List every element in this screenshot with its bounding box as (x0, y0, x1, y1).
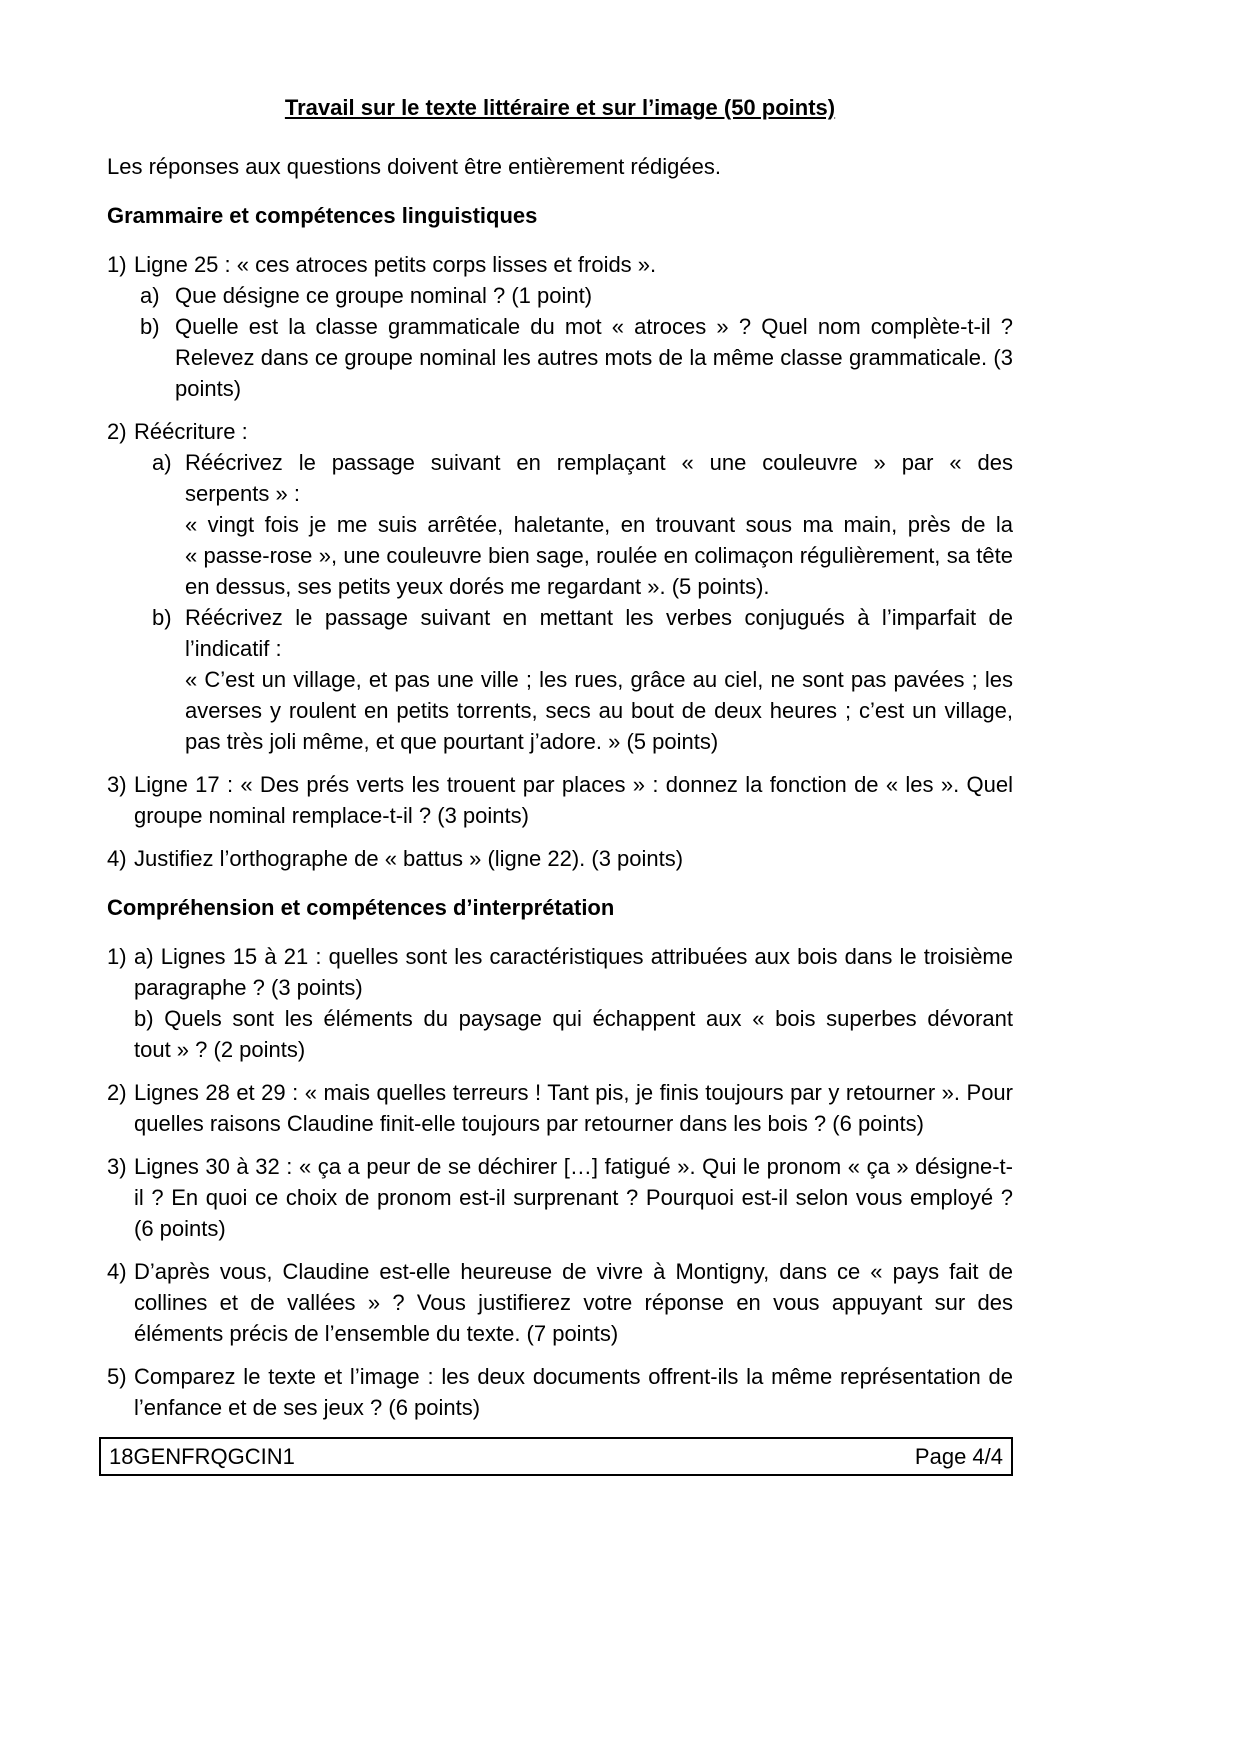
subquestion-row-g2a (152, 447, 1013, 509)
question-marker: 3) (107, 1154, 127, 1179)
question-marker: 4) (107, 846, 127, 871)
question-c5 (107, 1361, 1013, 1423)
question-text: D’après vous, Claudine est-elle heureuse de vivre à Montigny, dans ce « pays fait de collines et de vallées » ? Vous justifierez votre réponse en vous appuyant sur des éléments précis de l’ensemble du texte. (7 points) (134, 1259, 1013, 1346)
subquestion-marker: b) (140, 314, 160, 339)
question-row (107, 1077, 1013, 1139)
question-row (107, 416, 1013, 447)
subquestion-text: Réécrivez le passage suivant en remplaçant « une couleuvre » par « des serpents » : (185, 450, 1013, 506)
quote-text-g2b: « C’est un village, et pas une ville ; les rues, grâce au ciel, ne sont pas pavées ; les averses y roulent en petits torrents, secs au bout de deux heures ; c’est un village, pas très joli même, et que pourtant j’adore. » (5 points) (185, 667, 1013, 754)
question-g1 (107, 249, 1013, 404)
question-g3 (107, 769, 1013, 831)
question-row (107, 1151, 1013, 1244)
question-text: Lignes 30 à 32 : « ça a peur de se déchirer […] fatigué ». Qui le pronom « ça » désigne-t-il ? En quoi ce choix de pronom est-il surprenant ? Pourquoi est-il selon vous employé ? (6 points) (134, 1154, 1013, 1241)
question-marker: 1) (107, 252, 127, 277)
subquestion-marker: b) (152, 605, 172, 630)
question-marker: 2) (107, 419, 127, 444)
subquestion-marker: a) (140, 283, 160, 308)
subquestion-text: Que désigne ce groupe nominal ? (1 point) (175, 283, 593, 308)
subquestion-marker: a) (152, 450, 172, 475)
question-text: Lignes 28 et 29 : « mais quelles terreurs ! Tant pis, je finis toujours par y retourner ». Pour quelles raisons Claudine finit-elle toujours par retourner dans les bois ? (6 points) (134, 1080, 1013, 1136)
subquestion-text: Quelle est la classe grammaticale du mot « atroces » ? Quel nom complète-t-il ? Relevez dans ce groupe nominal les autres mots de la même classe grammaticale. (3 points) (175, 314, 1013, 401)
question-text: b) Quels sont les éléments du paysage qui échappent aux « bois superbes dévorant tout » ? (2 points) (134, 1006, 1013, 1062)
page-number: Page 4/4 (914, 1444, 1003, 1469)
question-c3 (107, 1151, 1013, 1244)
question-text: Réécriture : (134, 419, 248, 444)
document-code: 18GENFRQGCIN1 (109, 1444, 295, 1469)
question-text: Ligne 17 : « Des prés verts les trouent par places » : donnez la fonction de « les ». Quel groupe nominal remplace-t-il ? (3 points) (134, 772, 1013, 828)
question-row (107, 1256, 1013, 1349)
subquestion-row-g1b (140, 311, 1013, 404)
question-marker: 3) (107, 772, 127, 797)
question-c1 (107, 941, 1013, 1065)
question-marker: 2) (107, 1080, 127, 1105)
section-grammaire (107, 200, 1013, 874)
question-row (107, 1003, 1013, 1065)
page-footer (99, 1437, 1013, 1476)
question-marker: 5) (107, 1364, 127, 1389)
subquestion-row-g1a (140, 280, 1013, 311)
question-row (107, 941, 1013, 1003)
question-c4 (107, 1256, 1013, 1349)
question-text: Ligne 25 : « ces atroces petits corps lisses et froids ». (134, 252, 657, 277)
question-row (107, 769, 1013, 831)
subquestion-text: Réécrivez le passage suivant en mettant les verbes conjugués à l’imparfait de l’indicatif : (185, 605, 1013, 661)
question-g2 (107, 416, 1013, 757)
question-text: a) Lignes 15 à 21 : quelles sont les caractéristiques attribuées aux bois dans le troisième paragraphe ? (3 points) (134, 944, 1013, 1000)
question-row (107, 249, 1013, 280)
question-marker: 4) (107, 1259, 127, 1284)
section-comprehension (107, 892, 1013, 1423)
question-text: Comparez le texte et l’image : les deux documents offrent-ils la même représentation de l’enfance et de ses jeux ? (6 points) (134, 1364, 1013, 1420)
subquestion-row-g2b (152, 602, 1013, 664)
page-title: Travail sur le texte littéraire et sur l’image (50 points) (284, 95, 836, 120)
question-text: Justifiez l’orthographe de « battus » (ligne 22). (3 points) (134, 846, 684, 871)
question-g4 (107, 843, 1013, 874)
question-row (107, 1361, 1013, 1423)
question-c2 (107, 1077, 1013, 1139)
intro-text: Les réponses aux questions doivent être entièrement rédigées. (107, 154, 721, 179)
section-heading-comprehension: Compréhension et compétences d’interprétation (107, 895, 615, 920)
question-row (107, 843, 1013, 874)
quote-text-g2a: « vingt fois je me suis arrêtée, haletante, en trouvant sous ma main, près de la « passe-rose », une couleuvre bien sage, roulée en colimaçon régulièrement, sa tête en dessus, ses petits yeux dorés me regardant ». (5 points). (185, 512, 1013, 599)
section-heading-grammaire: Grammaire et compétences linguistiques (107, 203, 538, 228)
question-marker: 1) (107, 944, 127, 969)
